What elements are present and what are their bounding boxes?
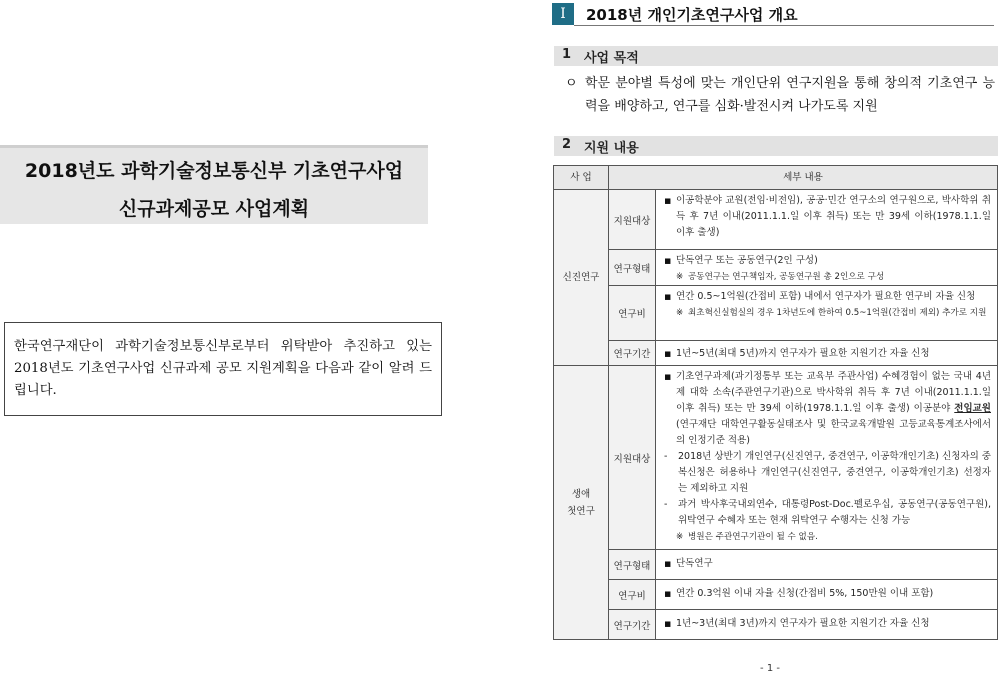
category-label-line1: 생애 — [571, 488, 591, 500]
row-label-target: 지원대상 — [608, 189, 656, 250]
category-first-career — [553, 365, 609, 640]
row-content-type — [655, 249, 998, 286]
row-label-period: 연구기간 — [608, 340, 656, 366]
bullet-item: ▪ 연간 0.3억원 이내 자율 신청(간접비 5%, 150만원 이내 포함) — [664, 583, 991, 605]
bullet-item: ▪ 1년~3년(최대 3년)까지 연구자가 필요한 지원기간 자율 신청 — [664, 613, 991, 635]
section-number: 2 — [562, 137, 572, 152]
row-content-target — [655, 365, 998, 550]
section-label: 사업 목적 — [584, 51, 639, 66]
row-label-target: 지원대상 — [608, 365, 656, 550]
note-text: 최초혁신실험실의 경우 1차년도에 한하여 0.5~1억원(간접비 제외) 추가로 지원 — [688, 308, 987, 318]
dash-item — [664, 449, 991, 497]
section-heading-support — [554, 136, 998, 156]
chapter-number-badge: I — [552, 3, 574, 25]
page-number: - 1 - — [760, 663, 780, 674]
category-new-researcher: 신진연구 — [553, 189, 609, 366]
category-label-line2: 첫연구 — [567, 505, 595, 517]
row-label-fund: 연구비 — [608, 579, 656, 610]
purpose-paragraph — [565, 72, 995, 118]
note-mark: ※ — [676, 532, 684, 542]
row-label-period: 연구기간 — [608, 609, 656, 640]
note-text: 병원은 주관연구기관이 될 수 없음. — [688, 532, 818, 542]
row-label-fund: 연구비 — [608, 285, 656, 341]
row-content-fund — [655, 285, 998, 341]
chapter-title: 2018년 개인기초연구사업 개요 — [586, 6, 798, 24]
row-label-type: 연구형태 — [608, 249, 656, 286]
dash-mark: - — [664, 499, 668, 510]
chapter-title-rule — [574, 25, 994, 26]
cover-title-line2: 신규과제공모 사업계획 — [118, 198, 310, 220]
section-label: 지원 내용 — [584, 141, 639, 156]
row-content-period — [655, 340, 998, 366]
table-header-business: 사 업 — [553, 165, 609, 190]
row-content-type — [655, 549, 998, 580]
target-text-pre: 기초연구과제(과기정통부 또는 교육부 주관사업) 수혜경험이 없는 국내 4년제 대학 소속(주관연구기관)으로 박사학위 취득 후 7년 이내(2011.1.1.일 이후 취득) 또는 만 39세 이하(1978.1.1.일 이후 출생) 이공분야 — [676, 371, 991, 414]
dash-mark: - — [664, 451, 668, 462]
purpose-text: 학문 분야별 특성에 맞는 개인단위 연구지원을 통해 창의적 기초연구 능력을 배양하고, 연구를 심화·발전시켜 나가도록 지원 — [585, 76, 995, 114]
dash-item — [664, 497, 991, 529]
note-item — [664, 529, 991, 545]
section-number: 1 — [562, 47, 572, 62]
note-mark: ※ — [676, 308, 684, 318]
bullet-item: ▪ 1년~5년(최대 5년)까지 연구자가 필요한 지원기간 자율 신청 — [664, 344, 991, 364]
circle-bullet: ㅇ — [565, 76, 578, 91]
notice-box: 한국연구재단이 과학기술정보통신부로부터 위탁받아 추진하고 있는 2018년도 기초연구사업 신규과제 공모 지원계획을 다음과 같이 알려 드립니다. — [4, 322, 442, 416]
row-content-target — [655, 189, 998, 250]
support-table — [553, 165, 998, 640]
note-item — [664, 305, 991, 321]
bullet-item: ▪ 이공학분야 교원(전임·비전임), 공공·민간 연구소의 연구원으로, 박사학위 취득 후 7년 이내(2011.1.1.일 이후 취득) 또는 만 39세 이하(1978.1.1.일 이후 출생) — [664, 193, 991, 241]
note-item — [664, 269, 991, 285]
bullet-item: ▪ 단독연구 — [664, 553, 991, 575]
target-text-post: (연구재단 대학연구활동실태조사 및 한국교육개발원 고등교육통계조사에서의 인정기준 적용) — [676, 419, 991, 446]
note-text: 공동연구는 연구책임자, 공동연구원 총 2인으로 구성 — [688, 272, 885, 282]
table-header-detail: 세부 내용 — [608, 165, 998, 190]
bullet-item — [664, 369, 991, 449]
cover-title-line1: 2018년도 과학기술정보통신부 기초연구사업 — [24, 160, 404, 182]
dash-text: 과거 박사후국내외연수, 대통령Post-Doc.펠로우십, 공동연구(공동연구원), 위탁연구 수혜자 또는 현재 위탁연구 수행자는 신청 가능 — [678, 499, 991, 526]
row-content-period — [655, 609, 998, 640]
row-content-fund — [655, 579, 998, 610]
row-label-type: 연구형태 — [608, 549, 656, 580]
bullet-item: ▪ 단독연구 또는 공동연구(2인 구성) — [664, 253, 991, 269]
section-heading-purpose — [554, 46, 998, 66]
cover-title-banner — [0, 145, 428, 224]
target-text-underlined: 전임교원 — [954, 403, 991, 414]
note-mark: ※ — [676, 272, 684, 282]
bullet-item: ▪ 연간 0.5~1억원(간접비 포함) 내에서 연구자가 필요한 연구비 자율 신청 — [664, 289, 991, 305]
dash-text: 2018년 상반기 개인연구(신진연구, 중견연구, 이공학개인기초) 신청자의 중복신청은 허용하나 개인연구(신진연구, 중견연구, 이공학개인기초) 선정자는 제외하고 지원 — [678, 451, 991, 494]
